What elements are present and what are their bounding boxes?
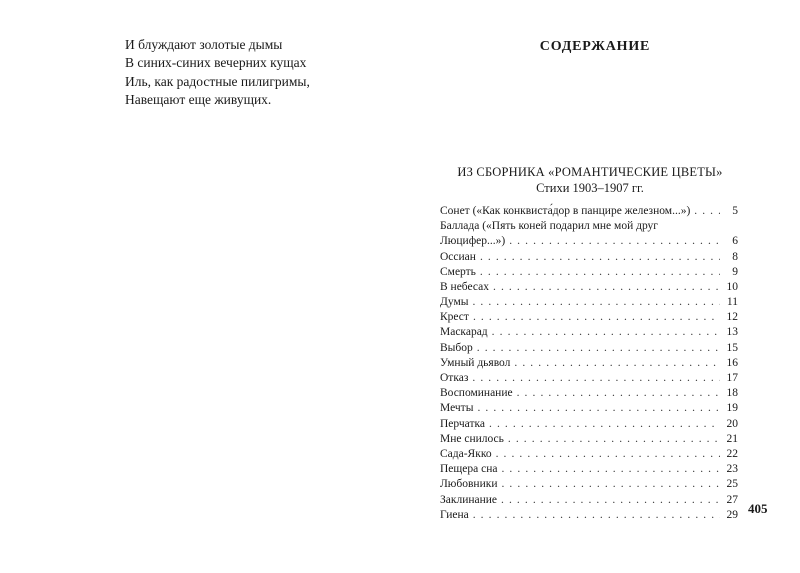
toc-entry-title: Умный дьявол	[440, 356, 511, 369]
poem-line: Навещают еще живущих.	[125, 91, 272, 107]
toc-entry-page: 17	[726, 372, 738, 385]
leader-dots	[477, 401, 720, 416]
leader-dots	[508, 432, 720, 447]
section-subtitle: Стихи 1903–1907 гг.	[536, 181, 644, 195]
toc-entry-line1[interactable]	[440, 219, 738, 234]
poem-stanza	[125, 36, 310, 109]
leader-dots	[489, 417, 720, 432]
leader-dots	[501, 493, 720, 508]
leader-dots	[694, 204, 720, 219]
toc-entry-page: 5	[732, 204, 738, 217]
toc-entry-page: 27	[726, 493, 738, 506]
toc-entry-title: Любовники	[440, 478, 498, 491]
leader-dots	[496, 447, 720, 462]
toc-entry[interactable]	[440, 341, 738, 356]
toc-entry-page: 8	[732, 250, 738, 263]
toc-entry-title: Мечты	[440, 402, 474, 415]
toc-entry[interactable]	[440, 280, 738, 295]
toc-entry[interactable]	[440, 356, 738, 371]
toc-entry-page: 25	[726, 478, 738, 491]
leader-dots	[477, 341, 720, 356]
leader-dots	[480, 265, 720, 280]
leader-dots	[501, 462, 720, 477]
toc-entry-title: Пещера сна	[440, 463, 498, 476]
toc-list	[440, 204, 738, 523]
toc-entry[interactable]	[440, 508, 738, 523]
toc-entry-page: 9	[732, 265, 738, 278]
leader-dots	[472, 295, 720, 310]
toc-entry-title: Сонет («Как конквиста́дор в панцире железном...»)	[440, 204, 691, 217]
toc-entry-title: Крест	[440, 311, 469, 324]
toc-entry-title: Люцифер...»)	[440, 235, 506, 248]
toc-entry[interactable]	[440, 326, 738, 341]
poem-line: И блуждают золотые дымы	[125, 37, 283, 52]
toc-entry-page: 15	[726, 341, 738, 354]
page-number: 405	[748, 501, 768, 516]
toc-entry[interactable]	[440, 204, 738, 219]
toc-entry[interactable]	[440, 295, 738, 310]
leader-dots	[480, 250, 720, 265]
toc-entry[interactable]	[440, 234, 738, 249]
toc-entry-page: 6	[732, 235, 738, 248]
toc-entry-page: 29	[726, 508, 738, 521]
toc-entry-page: 13	[726, 326, 738, 339]
toc-entry-title: Выбор	[440, 341, 473, 354]
toc-entry[interactable]	[440, 432, 738, 447]
toc-entry-title: Маскарад	[440, 326, 488, 339]
leader-dots	[493, 280, 720, 295]
toc-entry-page: 20	[726, 417, 738, 430]
toc-entry-title: Баллада («Пять коней подарил мне мой друг	[440, 220, 659, 233]
toc-entry[interactable]	[440, 265, 738, 280]
toc-entry-page: 23	[726, 463, 738, 476]
toc-entry[interactable]	[440, 477, 738, 492]
toc-entry-page: 18	[726, 387, 738, 400]
leader-dots	[514, 356, 720, 371]
toc-entry-page: 12	[726, 311, 738, 324]
toc-entry-title: В небесах	[440, 280, 489, 293]
leader-dots	[492, 325, 720, 340]
toc-heading: СОДЕРЖАНИЕ	[539, 39, 651, 54]
toc-entry-page: 11	[726, 296, 738, 309]
toc-entry-page: 21	[726, 432, 738, 445]
toc-entry-title: Заклинание	[440, 493, 498, 506]
section-title: ИЗ СБОРНИКА «РОМАНТИЧЕСКИЕ ЦВЕТЫ»	[457, 165, 723, 179]
toc-entry[interactable]	[440, 250, 738, 265]
poem-line: В синих-синих вечерних кущах	[125, 55, 307, 71]
toc-entry[interactable]	[440, 310, 738, 325]
leader-dots	[509, 234, 720, 249]
toc-entry-title: Гиена	[440, 508, 469, 521]
toc-entry-title: Думы	[440, 296, 469, 309]
toc-entry-title: Сада-Якко	[440, 447, 492, 460]
leader-dots	[517, 386, 720, 401]
leader-dots	[473, 310, 720, 325]
toc-entry[interactable]	[440, 417, 738, 432]
toc-entry-title: Смерть	[440, 265, 476, 278]
toc-entry-page: 19	[726, 402, 738, 415]
toc-entry-page: 22	[726, 447, 738, 460]
leader-dots	[473, 508, 720, 523]
toc-entry[interactable]	[440, 386, 738, 401]
toc-entry-title: Воспоминание	[440, 387, 513, 400]
toc-entry[interactable]	[440, 447, 738, 462]
toc-entry[interactable]	[440, 462, 738, 477]
toc-entry-page: 10	[726, 280, 738, 293]
toc-entry-title: Перчатка	[440, 417, 486, 430]
toc-entry-page: 16	[726, 356, 738, 369]
poem-line: Иль, как радостные пилигримы,	[125, 73, 310, 89]
toc-entry[interactable]	[440, 493, 738, 508]
toc-entry[interactable]	[440, 401, 738, 416]
leader-dots	[501, 477, 720, 492]
leader-dots	[472, 371, 720, 386]
toc-entry[interactable]	[440, 371, 738, 386]
toc-entry-title: Мне снилось	[440, 432, 504, 445]
toc-entry-title: Отказ	[440, 372, 469, 385]
toc-entry-title: Оссиан	[440, 250, 476, 263]
